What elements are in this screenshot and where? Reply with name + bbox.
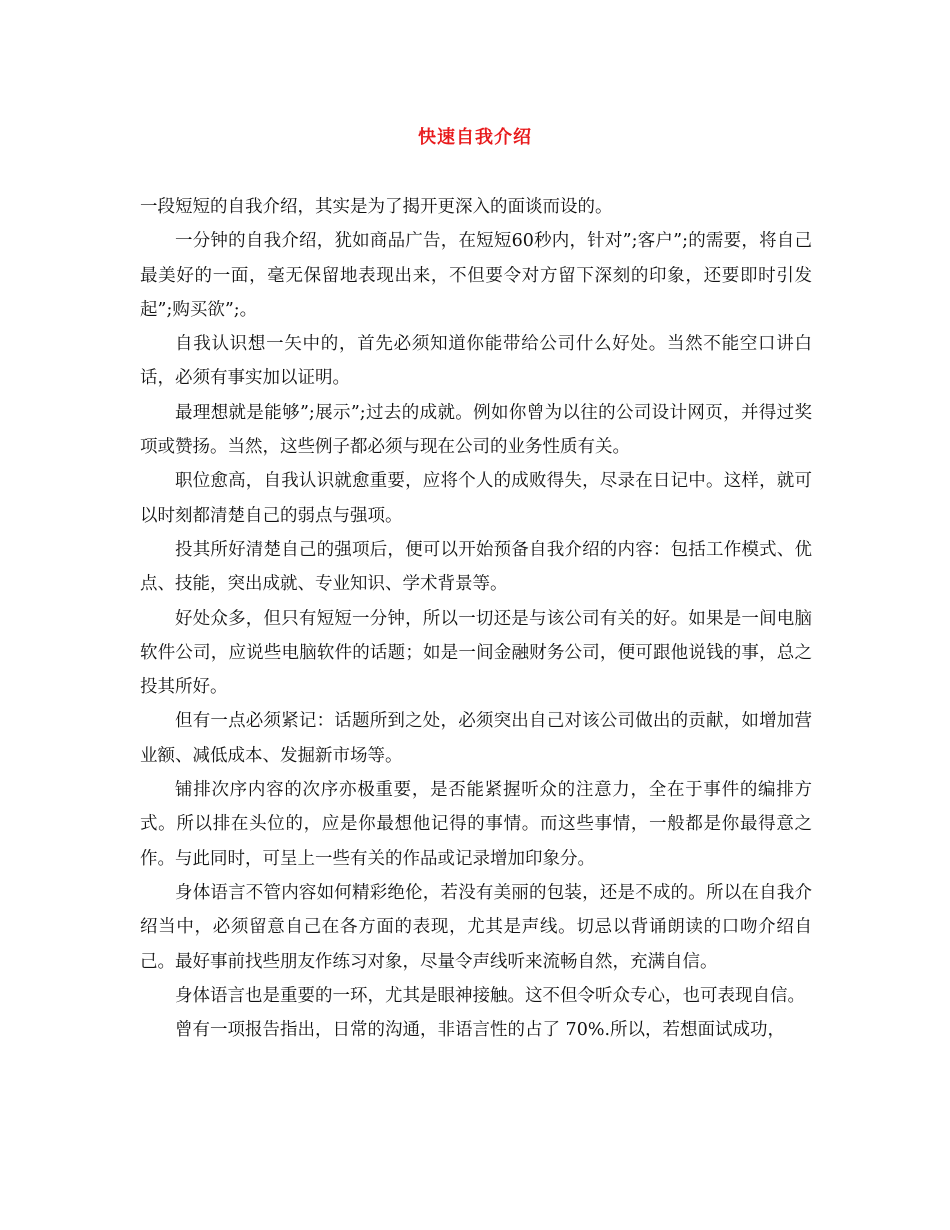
- paragraph-7: 好处众多，但只有短短一分钟，所以一切还是与该公司有关的好。如果是一间电脑软件公司，应说些电脑软件的话题；如是一间金融财务公司，便可跟他说钱的事，总之投其所好。: [140, 608, 812, 698]
- paragraph-5: 职位愈高，自我认识就愈重要，应将个人的成败得失，尽录在日记中。这样，就可以时刻都清楚自己的弱点与强项。: [140, 471, 812, 526]
- paragraph-11: 身体语言也是重要的一环，尤其是眼神接触。这不但令听众专心，也可表现自信。: [175, 985, 805, 1006]
- paragraph-3: 自我认识想一矢中的，首先必须知道你能带给公司什么好处。当然不能空口讲白话，必须有事实加以证明。: [140, 334, 812, 389]
- paragraph-4: 最理想就是能够”;展示”;过去的成就。例如你曾为以往的公司设计网页，并得过奖项或赞扬。当然，这些例子都必须与现在公司的业务性质有关。: [140, 402, 812, 458]
- paragraph-2: 一分钟的自我介绍，犹如商品广告，在短短60秒内，针对”;客户”;的需要，将自己最美好的一面，毫无保留地表现出来，不但要令对方留下深刻的印象，还要即时引发起”;购买欲”;。: [140, 231, 812, 320]
- document-body: [140, 190, 812, 1047]
- paragraph-9: 铺排次序内容的次序亦极重要，是否能紧握听众的注意力，全在于事件的编排方式。所以排在头位的，应是你最想他记得的事情。而这些事情，一般都是你最得意之作。与此同时，可呈上一些有关的作品或记录增加印象分。: [140, 780, 812, 869]
- paragraph-6: 投其所好清楚自己的强项后，便可以开始预备自我介绍的内容：包括工作模式、优点、技能，突出成就、专业知识、学术背景等。: [140, 539, 812, 595]
- paragraph-12: 曾有一项报告指出，日常的沟通，非语言性的占了 70%.所以，若想面试成功，: [175, 1020, 786, 1041]
- document-title: 快速自我介绍: [418, 127, 532, 148]
- paragraph-1: 一段短短的自我介绍，其实是为了揭开更深入的面谈而设的。: [140, 197, 613, 217]
- paragraph-10: 身体语言不管内容如何精彩绝伦，若没有美丽的包装，还是不成的。所以在自我介绍当中，必须留意自己在各方面的表现，尤其是声线。切忌以背诵朗读的口吻介绍自己。最好事前找些朋友作练习对象，尽量令声线听来流畅自然，充满自信。: [140, 882, 812, 972]
- paragraph-8: 但有一点必须紧记：话题所到之处，必须突出自己对该公司做出的贡献，如增加营业额、减低成本、发掘新市场等。: [140, 711, 812, 766]
